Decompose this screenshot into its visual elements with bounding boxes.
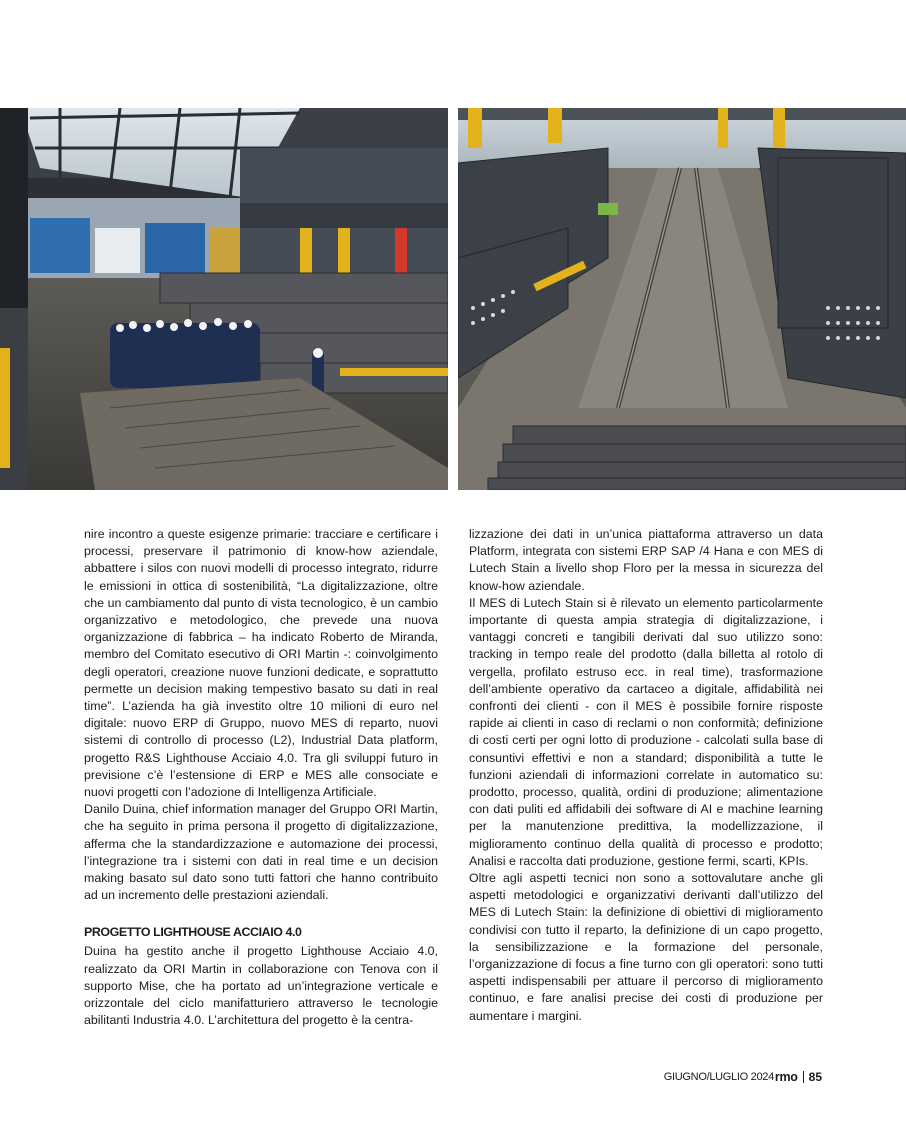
- page-number: 85: [808, 1070, 822, 1084]
- photo-mill-visitors: [0, 108, 448, 490]
- paragraph: Danilo Duina, chief information manager del Gruppo ORI Martin, che ha seguito in prima persona il progetto di digitalizzazione, afferma che la standardizzazione e automazione dei processi, l’integrazione tra i sistemi con dati in real time e un decision making basato sul dato sono tutti fattori che hanno contribuito ad un incremento delle prestazioni aziendali.: [84, 802, 438, 903]
- page-footer: [664, 1070, 822, 1084]
- paragraph: Duina ha gestito anche il progetto Lighthouse Acciaio 4.0, realizzato da ORI Martin in collaborazione con Tenova con il supporto Mise, che ha portato ad un’integrazione verticale e orizzontale del ciclo manifatturiero attraverso le tecnologie abilitanti Industria 4.0. L’architettura del progetto è la centra-: [84, 944, 438, 1028]
- paragraph: Oltre agli aspetti tecnici non sono a sottovalutare anche gli aspetti metodologici e organizzativi derivanti dall’utilizzo del MES di Lutech Stain: la definizione di obiettivi di miglioramento condivisi con tutto il reparto, la definizione di un capo progetto, la sensibilizzazione e la formazione del personale, l’organizzazione di focus a fine turno con gli operatori: sono tutti aspetti indispensabili per attuare il percorso di miglioramento continuo, e fare analisi precise dei costi di produzione per aumentare i margini.: [469, 871, 823, 1023]
- photo-storage-yard-image: [458, 108, 906, 490]
- magazine-logo: rmo: [774, 1070, 798, 1084]
- paragraph: Il MES di Lutech Stain si è rilevato un elemento particolarmente importante di questa ampia strategia di digitalizzazione, i vantaggi concreti e tangibili derivati dal suo utilizzo sono: tracking in tempo reale del prodotto (dalla billetta al rotolo di vergella, profilato estruso ecc. in real time), trasformazione dell’ambiente operativo da cartaceo a digitale, affidabilità nei confronti dei clienti - con il MES è possibile fornire risposte rapide ai clienti in caso di reclami o non conformità; definizione di costi certi per ogni lotto di produzione - calcolati sulla base di consuntivi effettivi e non a standard; disponibilità a tutte le funzioni aziendali di informazioni correlate in automatico su: prodotto, processo, qualità, ordini di produzione; alimentazione con dati puliti ed affidabili dei software di AI e machine learning per la manutenzione predittiva, la modellizzazione, il miglioramento continuo della qualità di processo e prodotto; Analisi e raccolta dati produzione, gestione fermi, scarti, KPIs.: [469, 595, 823, 868]
- article-column-right: [469, 526, 823, 1025]
- paragraph: lizzazione dei dati in un’unica piattaforma attraverso un data Platform, integrata con sistemi ERP SAP /4 Hana e con MES di Lutech Stain a livello shop Floro per la messa in sicurezza del know-how aziendale.: [469, 527, 823, 593]
- paragraph: nire incontro a queste esigenze primarie: tracciare e certificare i processi, preservare il patrimonio di know-how aziendale, abbattere i silos con nuovi modelli di processo integrato, ridurre le emissioni in ottica di sostenibilità, “La digitalizzazione, oltre che un cambiamento dal punto di vista tecnologico, è un cambio organizzativo e metodologico, che prevede una nuova organizzazione di fabbrica – ha indicato Roberto de Miranda, membro del Comitato esecutivo di ORI Martin -: coinvolgimento degli operatori, creazione nuove funzioni dedicate, e soprattutto permette un decision making tempestivo basato su dati in real time”. L’azienda ha già investito oltre 10 milioni di euro nel digitale: nuovo ERP di Gruppo, nuovo MES di reparto, nuovi sistemi di controllo di processo (L2), Industrial Data platform, progetto R&S Lighthouse Acciaio 4.0. Tra gli sviluppi futuro in previsione c’è l’estensione di ERP e MES alle consociate e nuovi progetti con l’adozione di Intelligenza Artificiale.: [84, 527, 438, 800]
- section-heading: PROGETTO LIGHTHOUSE ACCIAIO 4.0: [84, 925, 302, 940]
- issue-date: GIUGNO/LUGLIO 2024: [663, 1071, 774, 1083]
- footer-divider: [803, 1071, 804, 1083]
- photo-mill-visitors-image: [0, 108, 448, 490]
- photo-storage-yard: [458, 108, 906, 490]
- article-column-left: [84, 526, 438, 1029]
